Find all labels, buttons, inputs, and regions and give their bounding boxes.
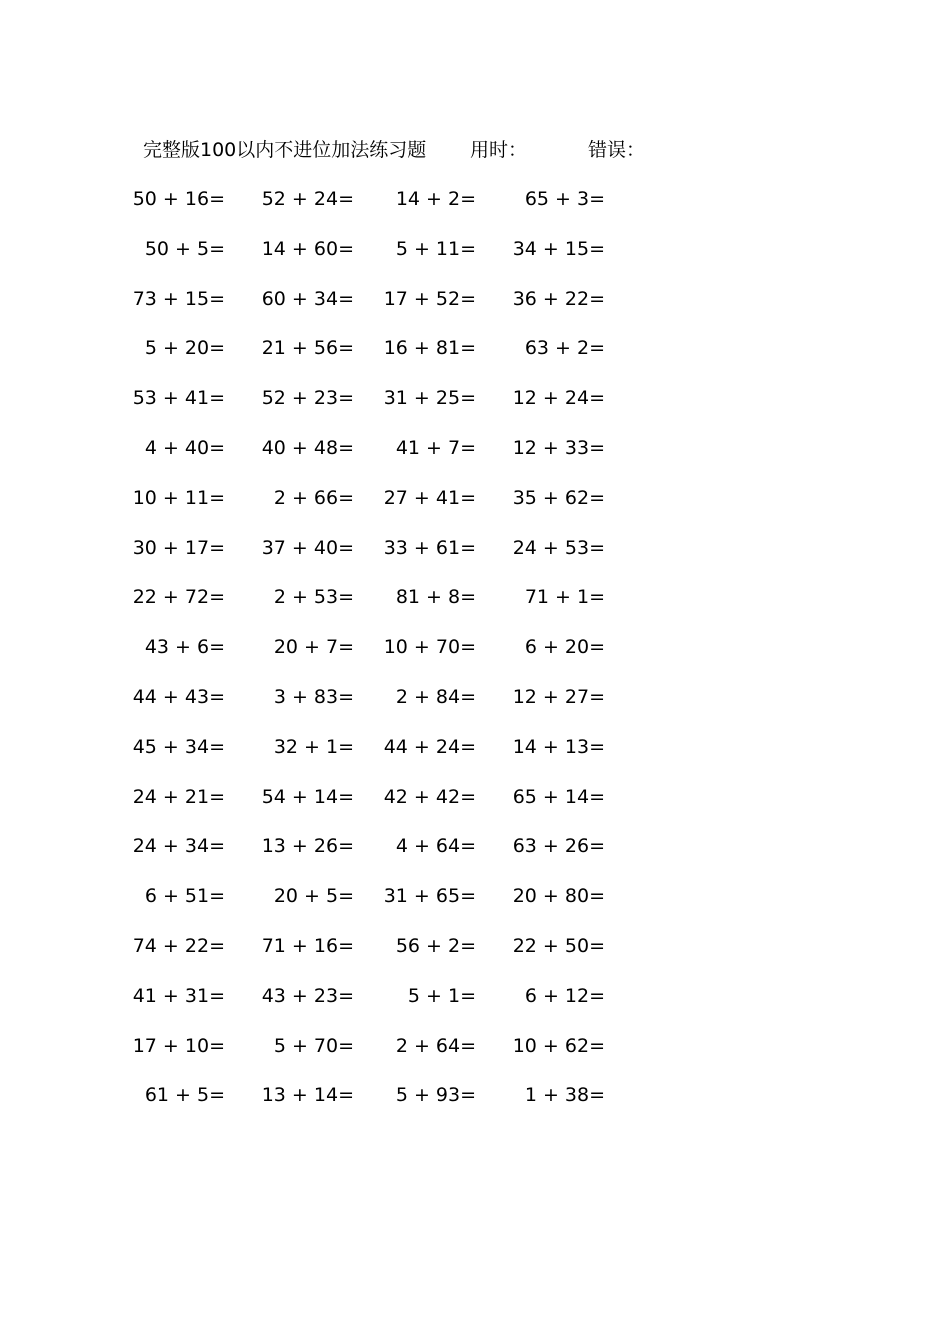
problem-cell: 17 + 10= xyxy=(132,1034,225,1057)
problem-row xyxy=(0,932,950,982)
problem-cell: 60 + 34= xyxy=(261,287,354,310)
problem-cell: 10 + 62= xyxy=(512,1034,605,1057)
problem-cell: 44 + 24= xyxy=(383,735,476,758)
problem-cell: 5 + 93= xyxy=(395,1084,476,1107)
problem-cell: 71 + 16= xyxy=(261,934,354,957)
problem-cell: 63 + 26= xyxy=(512,835,605,858)
problem-cell: 1 + 38= xyxy=(524,1084,605,1107)
problem-cell: 14 + 2= xyxy=(395,188,476,210)
problem-cell: 24 + 34= xyxy=(132,835,225,858)
problem-cell: 50 + 16= xyxy=(132,188,225,210)
worksheet-title: 完整版100以内不进位加法练习题 xyxy=(143,139,427,161)
problem-cell: 4 + 64= xyxy=(395,835,476,858)
problem-cell: 14 + 13= xyxy=(512,735,605,758)
problem-cell: 24 + 21= xyxy=(132,785,225,808)
problem-cell: 2 + 64= xyxy=(395,1034,476,1057)
problem-row xyxy=(0,1032,950,1082)
problem-cell: 5 + 11= xyxy=(395,237,476,260)
problem-cell: 74 + 22= xyxy=(132,934,225,957)
problem-cell: 31 + 65= xyxy=(383,885,476,908)
problem-cell: 50 + 5= xyxy=(144,237,225,260)
problem-row xyxy=(0,783,950,833)
problem-cell: 81 + 8= xyxy=(395,586,476,609)
problem-cell: 36 + 22= xyxy=(512,287,605,310)
problem-cell: 13 + 14= xyxy=(261,1084,354,1107)
problem-cell: 52 + 24= xyxy=(261,188,354,210)
problem-grid xyxy=(0,185,950,1131)
problem-cell: 63 + 2= xyxy=(524,337,605,360)
problem-cell: 40 + 48= xyxy=(261,436,354,459)
problem-row xyxy=(0,832,950,882)
problem-cell: 17 + 52= xyxy=(383,287,476,310)
problem-row xyxy=(0,583,950,633)
problem-cell: 10 + 11= xyxy=(132,486,225,509)
problem-cell: 52 + 23= xyxy=(261,387,354,410)
problem-cell: 35 + 62= xyxy=(512,486,605,509)
problem-cell: 2 + 84= xyxy=(395,685,476,708)
problem-cell: 4 + 40= xyxy=(144,436,225,459)
problem-row xyxy=(0,235,950,285)
problem-cell: 22 + 72= xyxy=(132,586,225,609)
problem-cell: 5 + 70= xyxy=(273,1034,354,1057)
problem-cell: 20 + 7= xyxy=(273,636,354,659)
problem-cell: 22 + 50= xyxy=(512,934,605,957)
problem-cell: 37 + 40= xyxy=(261,536,354,559)
problem-cell: 43 + 6= xyxy=(144,636,225,659)
problem-cell: 42 + 42= xyxy=(383,785,476,808)
problem-cell: 12 + 24= xyxy=(512,387,605,410)
problem-cell: 2 + 53= xyxy=(273,586,354,609)
problem-cell: 30 + 17= xyxy=(132,536,225,559)
problem-cell: 21 + 56= xyxy=(261,337,354,360)
problem-cell: 20 + 5= xyxy=(273,885,354,908)
problem-cell: 12 + 27= xyxy=(512,685,605,708)
problem-cell: 6 + 12= xyxy=(524,984,605,1007)
problem-cell: 65 + 14= xyxy=(512,785,605,808)
problem-row xyxy=(0,633,950,683)
problem-cell: 34 + 15= xyxy=(512,237,605,260)
problem-cell: 6 + 20= xyxy=(524,636,605,659)
problem-cell: 14 + 60= xyxy=(261,237,354,260)
problem-cell: 41 + 31= xyxy=(132,984,225,1007)
problem-row xyxy=(0,285,950,335)
problem-cell: 12 + 33= xyxy=(512,436,605,459)
problem-cell: 24 + 53= xyxy=(512,536,605,559)
problem-cell: 44 + 43= xyxy=(132,685,225,708)
problem-row xyxy=(0,882,950,932)
problem-cell: 2 + 66= xyxy=(273,486,354,509)
problem-row xyxy=(0,434,950,484)
problem-cell: 54 + 14= xyxy=(261,785,354,808)
problem-cell: 3 + 83= xyxy=(273,685,354,708)
problem-cell: 10 + 70= xyxy=(383,636,476,659)
problem-cell: 33 + 61= xyxy=(383,536,476,559)
problem-row xyxy=(0,534,950,584)
error-label: 错误： xyxy=(588,139,646,161)
problem-cell: 41 + 7= xyxy=(395,436,476,459)
problem-row xyxy=(0,1081,950,1131)
problem-cell: 45 + 34= xyxy=(132,735,225,758)
problem-row xyxy=(0,484,950,534)
problem-cell: 43 + 23= xyxy=(261,984,354,1007)
problem-row xyxy=(0,185,950,235)
problem-cell: 53 + 41= xyxy=(132,387,225,410)
problem-row xyxy=(0,982,950,1032)
problem-cell: 5 + 1= xyxy=(407,984,476,1007)
problem-row xyxy=(0,683,950,733)
problem-cell: 71 + 1= xyxy=(524,586,605,609)
problem-cell: 20 + 80= xyxy=(512,885,605,908)
problem-cell: 65 + 3= xyxy=(524,188,605,210)
problem-cell: 27 + 41= xyxy=(383,486,476,509)
problem-cell: 61 + 5= xyxy=(144,1084,225,1107)
problem-cell: 73 + 15= xyxy=(132,287,225,310)
problem-cell: 5 + 20= xyxy=(144,337,225,360)
problem-cell: 32 + 1= xyxy=(273,735,354,758)
problem-cell: 6 + 51= xyxy=(144,885,225,908)
problem-cell: 13 + 26= xyxy=(261,835,354,858)
problem-row xyxy=(0,334,950,384)
problem-row xyxy=(0,733,950,783)
problem-cell: 16 + 81= xyxy=(383,337,476,360)
time-label: 用时： xyxy=(470,139,528,161)
problem-cell: 56 + 2= xyxy=(395,934,476,957)
problem-row xyxy=(0,384,950,434)
problem-cell: 31 + 25= xyxy=(383,387,476,410)
